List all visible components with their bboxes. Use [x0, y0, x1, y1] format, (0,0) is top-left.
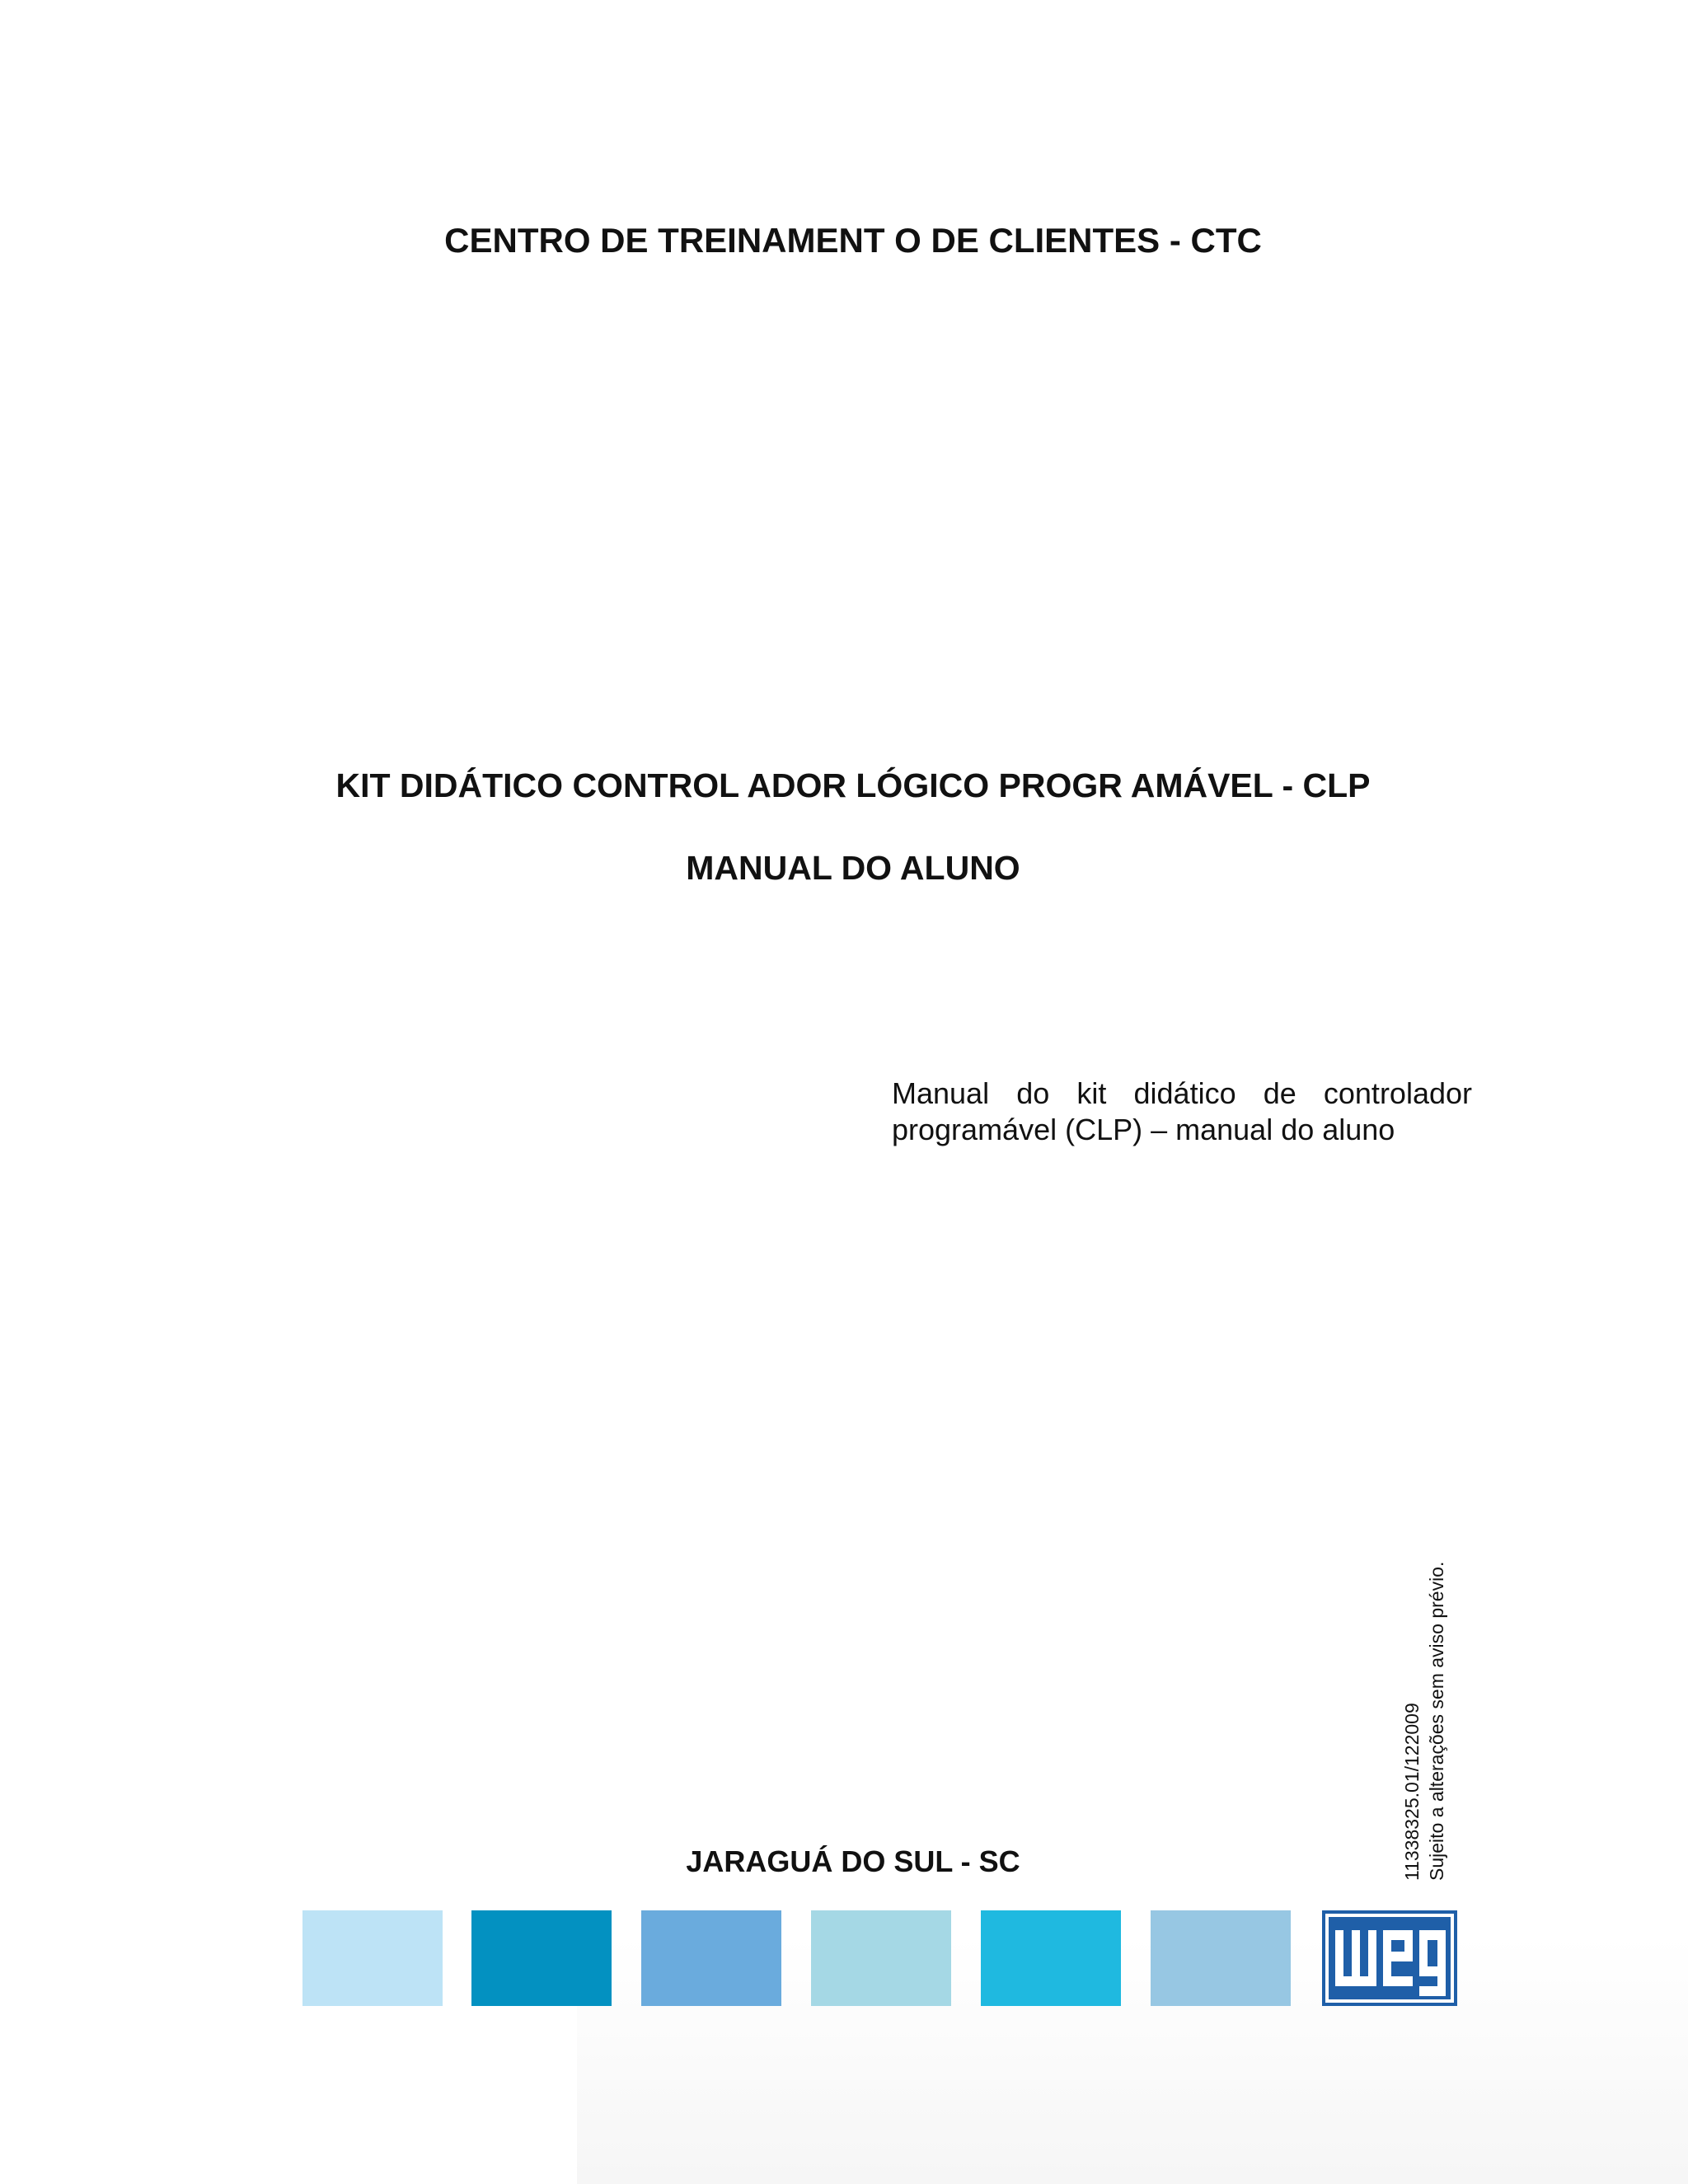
- color-swatch-2: [471, 1910, 612, 2006]
- color-swatch-4: [811, 1910, 951, 2006]
- color-swatch-1: [302, 1910, 443, 2006]
- city-label: JARAGUÁ DO SUL - SC: [686, 1844, 1020, 1878]
- kit-title: KIT DIDÁTICO CONTROL ADOR LÓGICO PROGR AMÁVEL - CLP: [335, 766, 1371, 804]
- color-swatch-5: [981, 1910, 1121, 2006]
- document-code: 11338325.01/122009: [1401, 1703, 1423, 1881]
- weg-logo: [1322, 1910, 1457, 2006]
- center-title: CENTRO DE TREINAMENT O DE CLIENTES - CTC: [444, 221, 1262, 260]
- vertical-note: [1400, 1562, 1449, 1881]
- color-swatch-3: [641, 1910, 781, 2006]
- manual-title: MANUAL DO ALUNO: [686, 849, 1020, 887]
- color-swatch-6: [1151, 1910, 1291, 2006]
- notice-text: Sujeito a alterações sem aviso prévio.: [1426, 1561, 1447, 1881]
- description-text: Manual do kit didático de controlador programável (CLP) – manual do aluno: [892, 1076, 1472, 1146]
